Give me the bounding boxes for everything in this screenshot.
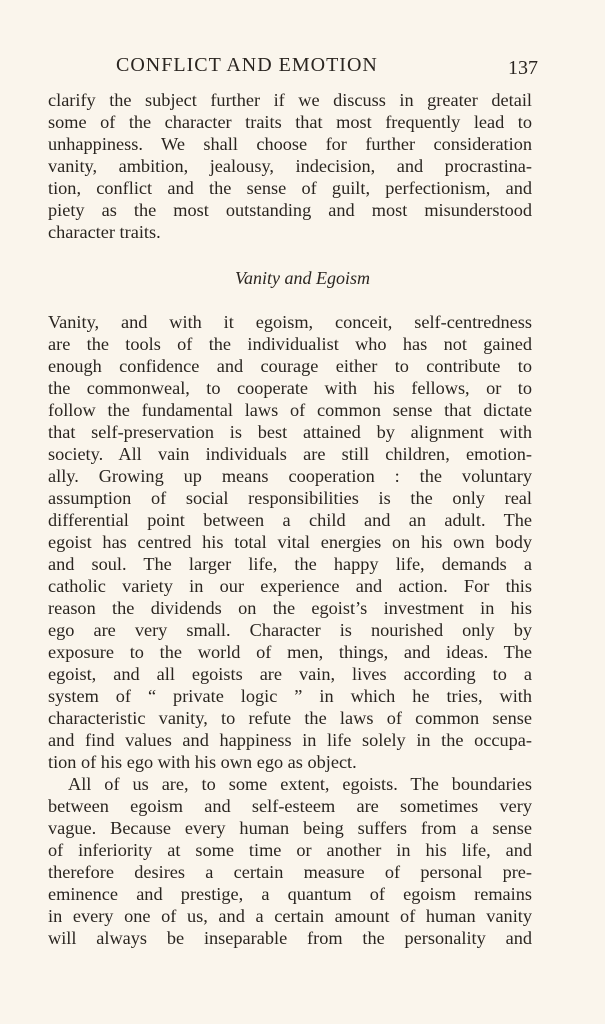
text-line: system of “ private logic ” in which he tries, with xyxy=(48,686,532,706)
text-line: are the tools of the individualist who has not gained xyxy=(48,334,532,354)
text-line: eminence and prestige, a quantum of egoism remains xyxy=(48,884,532,904)
text-line: and find values and happiness in life solely in the occupa- xyxy=(48,730,532,750)
running-title: CONFLICT AND EMOTION xyxy=(116,54,378,76)
text-line: clarify the subject further if we discuss in greater detail xyxy=(48,90,532,110)
page-number: 137 xyxy=(508,57,538,79)
text-line: enough confidence and courage either to contribute to xyxy=(48,356,532,376)
text-line: exposure to the world of men, things, and ideas. The xyxy=(48,642,532,662)
text-line: that self-preservation is best attained by alignment with xyxy=(48,422,532,442)
text-line: will always be inseparable from the personality and xyxy=(48,928,532,948)
text-line: vanity, ambition, jealousy, indecision, and procrastina- xyxy=(48,156,532,176)
running-head xyxy=(48,54,538,84)
text-line: tion of his ego with his own ego as object. xyxy=(48,752,357,772)
text-line: piety as the most outstanding and most misunderstood xyxy=(48,200,532,220)
text-line: egoist, and all egoists are vain, lives according to a xyxy=(48,664,532,684)
text-line: assumption of social responsibilities is the only real xyxy=(48,488,532,508)
text-line: ego are very small. Character is nourished only by xyxy=(48,620,532,640)
text-line: some of the character traits that most frequently lead to xyxy=(48,112,532,132)
text-line: egoist has centred his total vital energies on his own body xyxy=(48,532,532,552)
text-line: characteristic vanity, to refute the laws of common sense xyxy=(48,708,532,728)
text-line: tion, conflict and the sense of guilt, perfectionism, and xyxy=(48,178,532,198)
text-line: of inferiority at some time or another in his life, and xyxy=(48,840,532,860)
text-line: catholic variety in our experience and action. For this xyxy=(48,576,532,596)
text-line: vague. Because every human being suffers from a sense xyxy=(48,818,532,838)
text-line: in every one of us, and a certain amount of human vanity xyxy=(48,906,532,926)
text-line: Vanity, and with it egoism, conceit, self-centredness xyxy=(48,312,532,332)
text-line: character traits. xyxy=(48,222,161,242)
text-line: the commonweal, to cooperate with his fellows, or to xyxy=(48,378,532,398)
section-heading: Vanity and Egoism xyxy=(235,268,370,288)
text-line: society. All vain individuals are still children, emotion- xyxy=(48,444,532,464)
text-line: between egoism and self-esteem are sometimes very xyxy=(48,796,532,816)
text-line: follow the fundamental laws of common sense that dictate xyxy=(48,400,532,420)
text-line: reason the dividends on the egoist’s investment in his xyxy=(48,598,532,618)
text-line: differential point between a child and an adult. The xyxy=(48,510,532,530)
text-line: therefore desires a certain measure of personal pre- xyxy=(48,862,532,882)
text-line: ally. Growing up means cooperation : the voluntary xyxy=(48,466,532,486)
text-line: and soul. The larger life, the happy life, demands a xyxy=(48,554,532,574)
text-line: unhappiness. We shall choose for further consideration xyxy=(48,134,532,154)
text-line: All of us are, to some extent, egoists. The boundaries xyxy=(68,774,532,794)
